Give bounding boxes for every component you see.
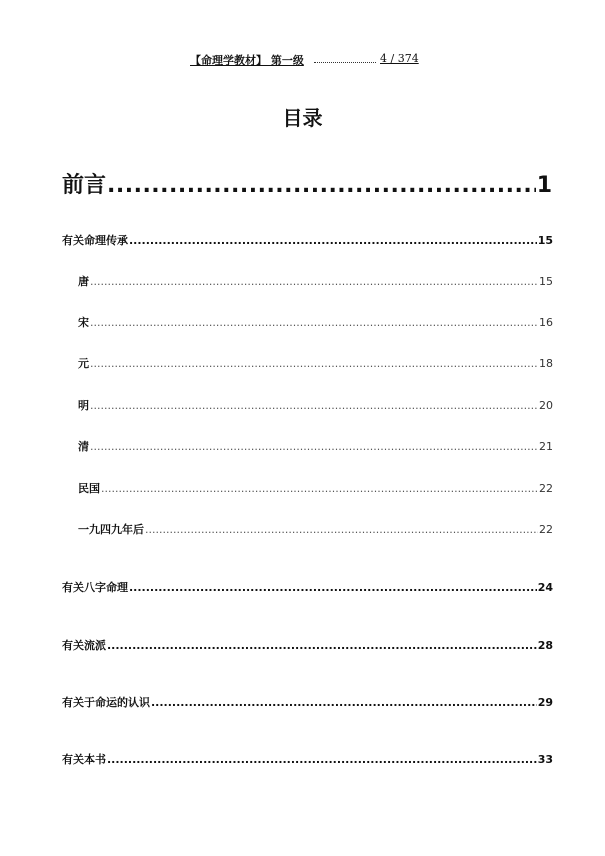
toc-entry-label: 元 (78, 357, 89, 370)
toc-leader (90, 275, 538, 288)
toc-entry-ming[interactable] (78, 397, 553, 413)
toc-entry-fate-understanding[interactable] (62, 694, 553, 710)
toc-entry-label: 有关于命运的认识 (62, 696, 150, 709)
toc-leader (107, 173, 536, 198)
toc-entry-page: 22 (539, 523, 553, 536)
toc-leader (101, 482, 538, 495)
toc-entry-label: 民国 (78, 482, 100, 495)
toc-leader (151, 696, 537, 709)
toc-entry-label: 清 (78, 440, 89, 453)
toc-leader (129, 581, 537, 594)
toc-entry-label: 有关本书 (62, 753, 106, 766)
toc-entry-page: 16 (539, 316, 553, 329)
toc-entry-label: 明 (78, 399, 89, 412)
toc-leader (90, 399, 538, 412)
toc-entry-preface[interactable] (62, 168, 552, 199)
toc-entry-label: 唐 (78, 275, 89, 288)
toc-entry-page: 33 (537, 753, 553, 766)
toc-entry-label: 有关流派 (62, 639, 106, 652)
toc-entry-song[interactable] (78, 314, 553, 330)
toc-entry-yuan[interactable] (78, 355, 553, 371)
toc-entry-label: 有关命理传承 (62, 234, 128, 247)
toc-entry-page: 15 (537, 234, 553, 247)
toc-leader (90, 316, 538, 329)
toc-leader (107, 639, 537, 652)
toc-heading: 目录 (282, 106, 323, 130)
toc-entry-about-book[interactable] (62, 751, 553, 767)
toc-entry-page: 1 (536, 173, 552, 198)
toc-leader (145, 523, 538, 536)
toc-entry-after-1949[interactable] (78, 521, 553, 537)
running-header (190, 52, 430, 68)
toc-entry-label: 一九四九年后 (78, 523, 144, 536)
header-leader (314, 62, 376, 63)
toc-leader (90, 357, 538, 370)
toc-entry-page: 20 (539, 399, 553, 412)
toc-entry-page: 28 (537, 639, 553, 652)
toc-entry-page: 22 (539, 482, 553, 495)
toc-entry-qing[interactable] (78, 438, 553, 454)
toc-entry-label: 前言 (62, 173, 107, 198)
toc-leader (107, 753, 537, 766)
toc-entry-page: 18 (539, 357, 553, 370)
header-title: 【命理学教材】 第一级 (190, 54, 304, 67)
toc-entry-page: 29 (537, 696, 553, 709)
toc-entry-bazi[interactable] (62, 579, 553, 595)
toc-entry-label: 有关八字命理 (62, 581, 128, 594)
toc-leader (129, 234, 537, 247)
toc-entry-page: 24 (537, 581, 553, 594)
header-page-number: 4 / 374 (380, 52, 419, 65)
toc-leader (90, 440, 538, 453)
toc-entry-page: 21 (539, 440, 553, 453)
toc-entry-label: 宋 (78, 316, 89, 329)
toc-entry-schools[interactable] (62, 637, 553, 653)
toc-entry-page: 15 (539, 275, 553, 288)
toc-entry-lineage[interactable] (62, 232, 553, 248)
toc-entry-minguo[interactable] (78, 480, 553, 496)
toc-entry-tang[interactable] (78, 273, 553, 289)
